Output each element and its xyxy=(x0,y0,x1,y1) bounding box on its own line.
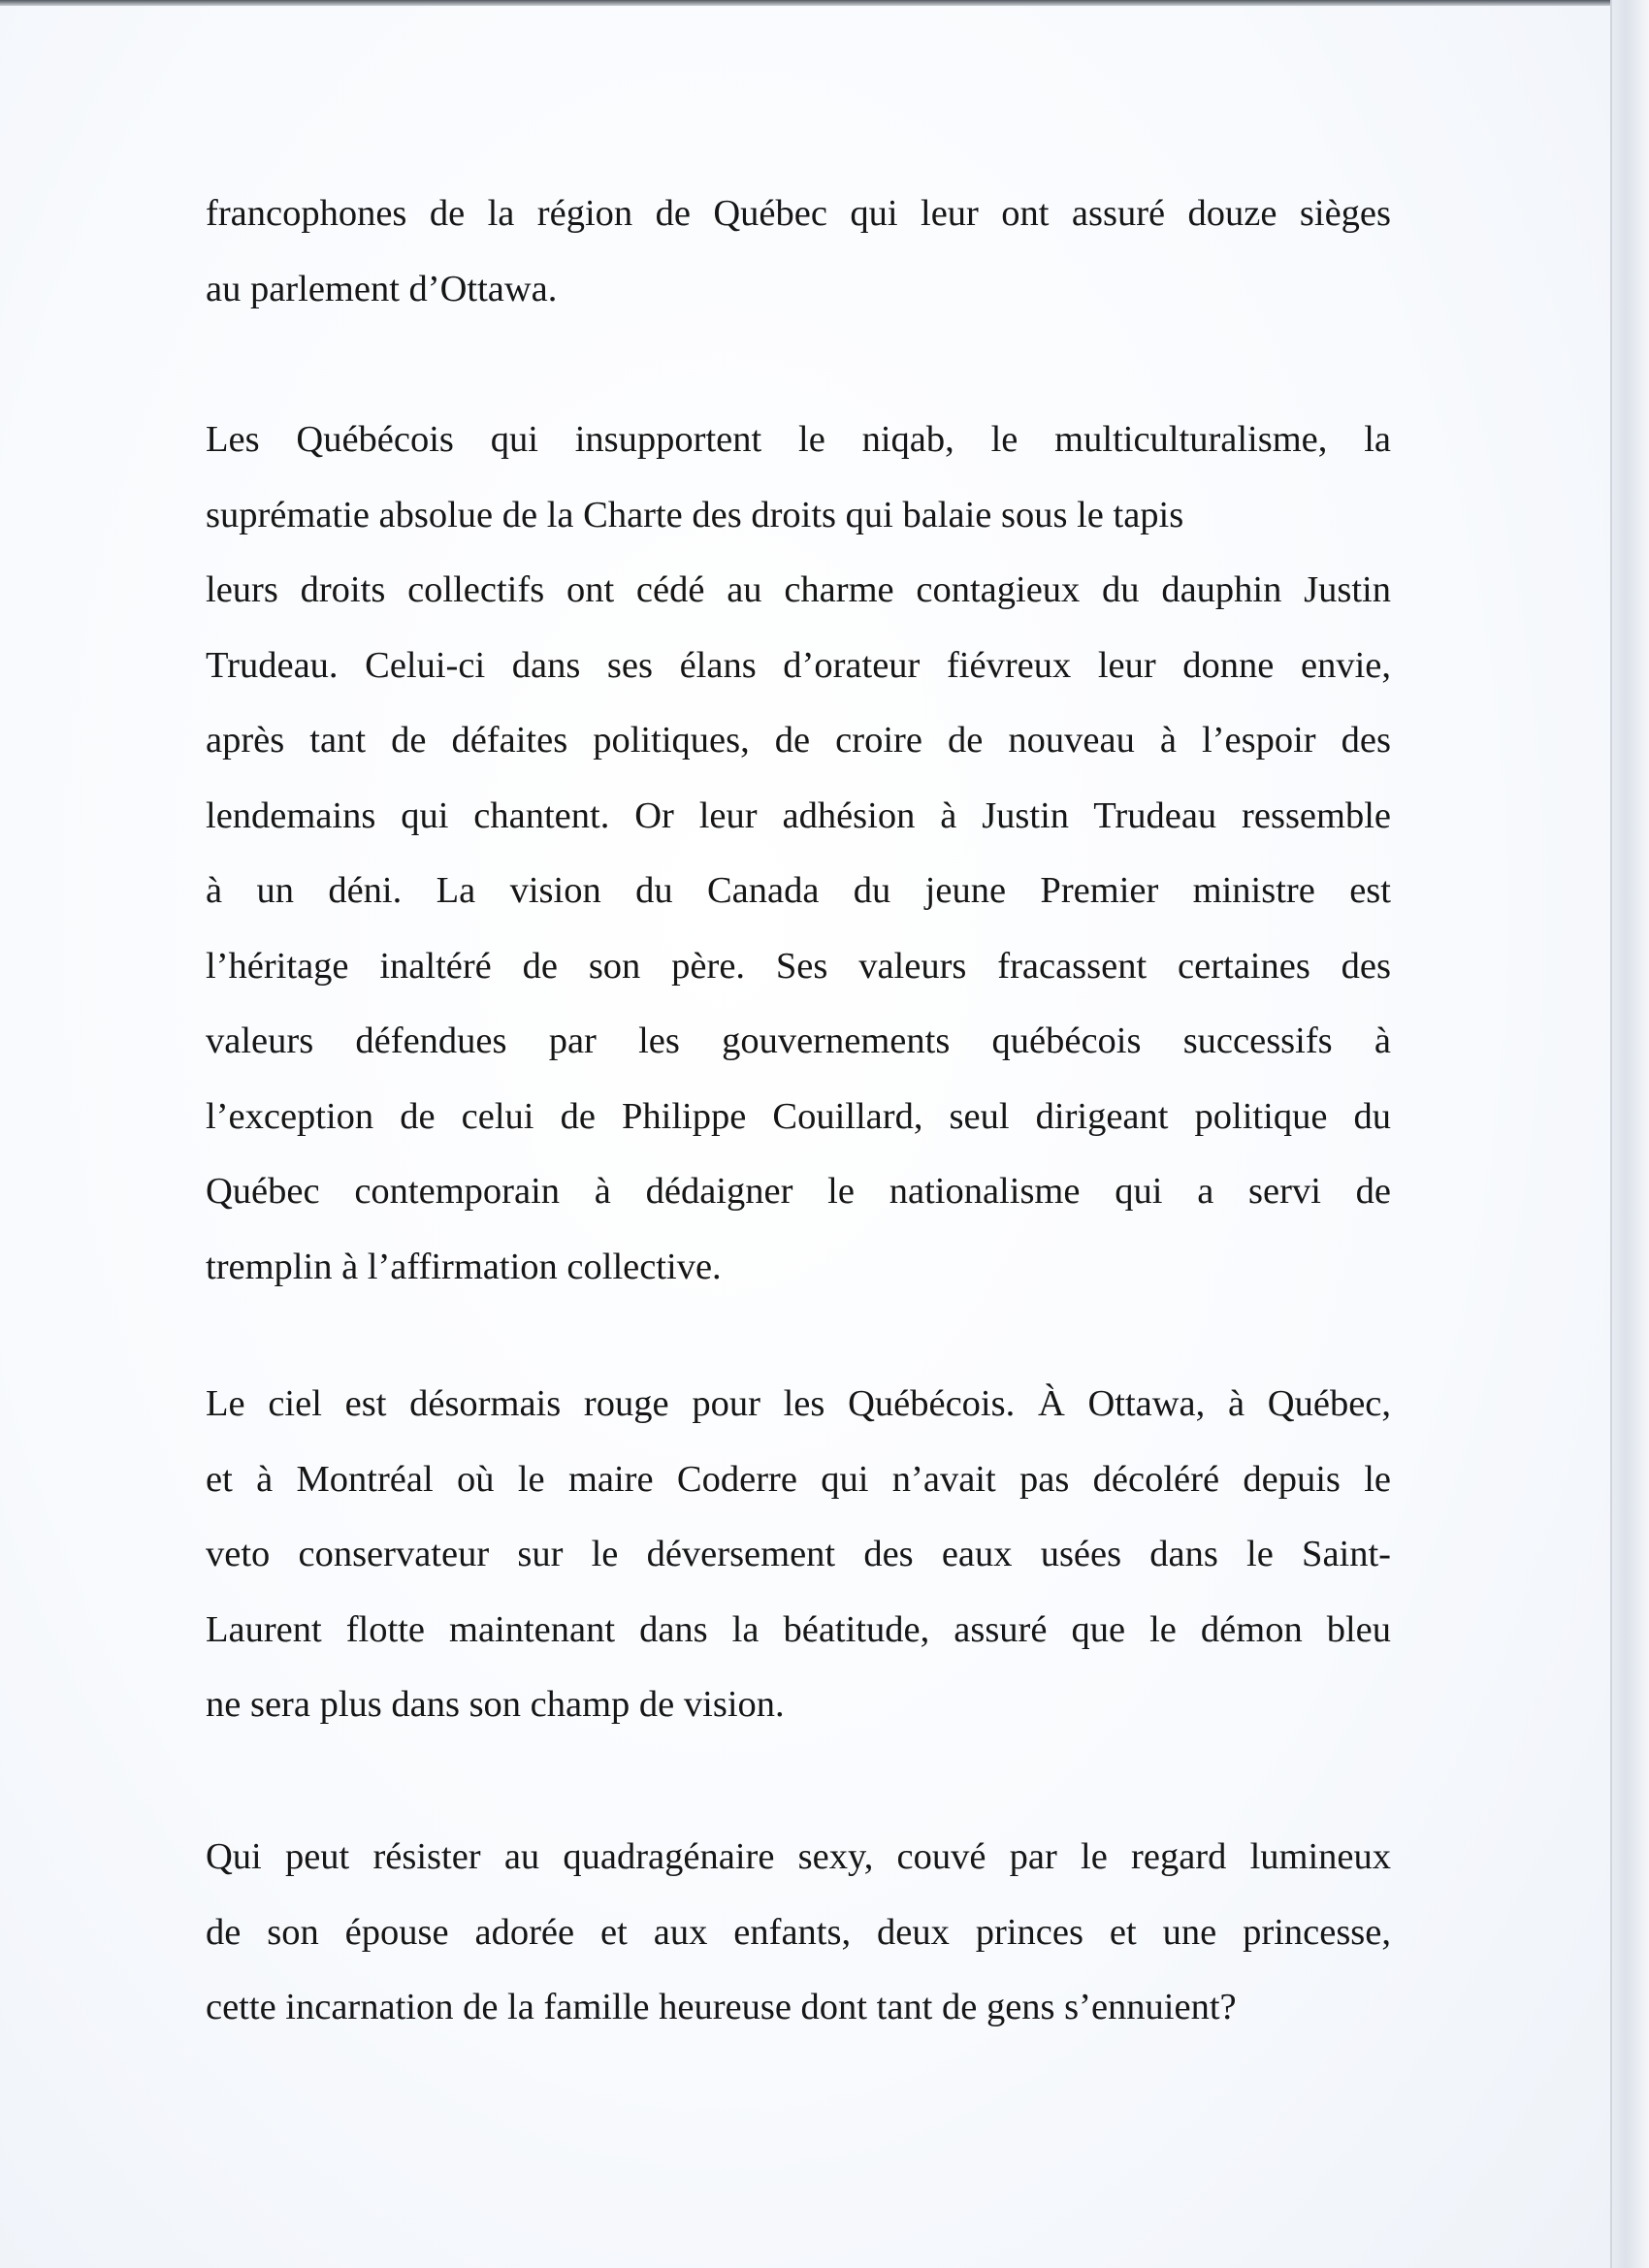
text-line: Trudeau. Celui-ci dans ses élans d’orateur fiévreux leur donne envie, xyxy=(206,644,1391,686)
text-line: valeurs défendues par les gouvernements québécois successifs à xyxy=(206,1021,1391,1061)
scan-page-fold xyxy=(1610,0,1612,2268)
text-line: l’exception de celui de Philippe Couillard, seul dirigeant politique du xyxy=(206,1095,1391,1137)
paragraph-3 xyxy=(206,1367,1391,1743)
text-line: Le ciel est désormais rouge pour les Québécois. À Ottawa, à Québec, xyxy=(206,1383,1391,1424)
text-line: au parlement d’Ottawa. xyxy=(206,268,558,309)
text-line: et à Montréal où le maire Coderre qui n’avait pas décoléré depuis le xyxy=(206,1458,1391,1500)
paragraph-4 xyxy=(206,1820,1391,2046)
text-line: ne sera plus dans son champ de vision. xyxy=(206,1684,785,1725)
text-line: Les Québécois qui insupportent le niqab, le multiculturalisme, la xyxy=(206,419,1391,460)
text-line: après tant de défaites politiques, de croire de nouveau à l’espoir des xyxy=(206,720,1391,761)
text-line: tremplin à l’affirmation collective. xyxy=(206,1246,722,1287)
text-line: Qui peut résister au quadragénaire sexy, couvé par le regard lumineux xyxy=(206,1836,1391,1877)
text-line: leurs droits collectifs ont cédé au charme contagieux du dauphin Justin xyxy=(206,569,1391,610)
text-line: lendemains qui chantent. Or leur adhésion à Justin Trudeau ressemble xyxy=(206,794,1391,836)
text-line: francophones de la région de Québec qui leur ont assuré douze sièges xyxy=(206,193,1391,234)
text-line: suprématie absolue de la Charte des droits qui balaie sous le tapis xyxy=(206,494,1184,535)
text-line: Laurent flotte maintenant dans la béatitude, assuré que le démon bleu xyxy=(206,1608,1391,1650)
text-line: l’héritage inaltéré de son père. Ses valeurs fracassent certaines des xyxy=(206,945,1391,987)
text-line: cette incarnation de la famille heureuse dont tant de gens s’ennuient? xyxy=(206,1987,1237,2027)
paragraph-1 xyxy=(206,177,1391,327)
text-line: de son épouse adorée et aux enfants, deux princes et une princesse, xyxy=(206,1911,1391,1953)
paragraph-2 xyxy=(206,403,1391,1305)
text-line: veto conservateur sur le déversement des eaux usées dans le Saint- xyxy=(206,1534,1391,1574)
scan-right-edge xyxy=(1610,0,1649,2268)
text-line: à un déni. La vision du Canada du jeune Premier ministre est xyxy=(206,870,1391,911)
text-line: Québec contemporain à dédaigner le nationalisme qui a servi de xyxy=(206,1171,1391,1212)
document-page xyxy=(0,6,1610,2268)
